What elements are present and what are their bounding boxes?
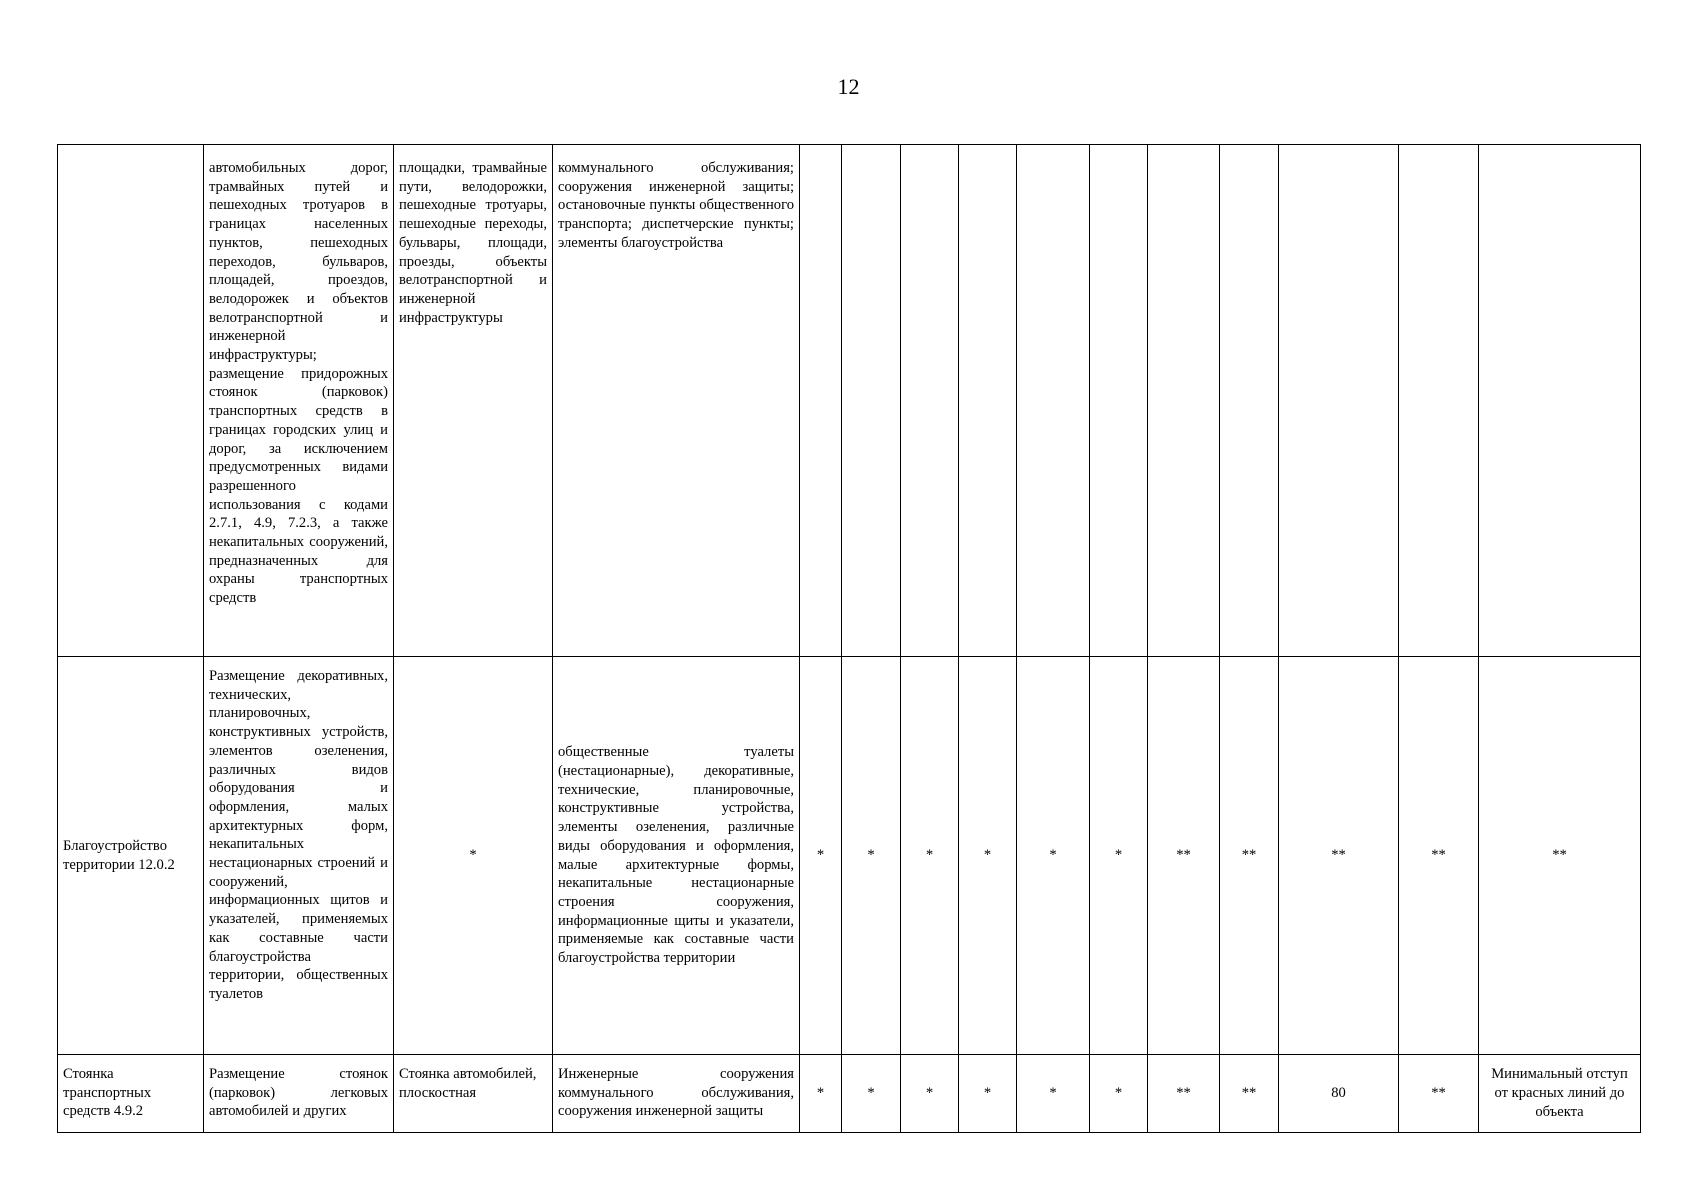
cell-use-description: автомобильных дорог, трамвайных путей и пешеходных тротуаров в границах населенных пунктов, пешеходных переходов, бульваров, площадей, проездов, велодорожек и объектов велотранспортной и инженерной инфраструктуры; размещение придорожных стоянок (парковок) транспортных средств в границах городских улиц и дорог, за исключением предусмотренных видами разрешенного использования с кодами 2.7.1, 4.9, 7.2.3, а также некапитальных сооружений, предназначенных для охраны транспортных средств: [204, 145, 394, 657]
cell-param: **: [1220, 657, 1279, 1055]
cell-param: [1399, 145, 1479, 657]
cell-use-name: Стоянка транспортных средств 4.9.2: [58, 1055, 204, 1133]
cell-param: *: [959, 657, 1017, 1055]
cell-main-objects: *: [394, 657, 553, 1055]
cell-param: *: [1090, 657, 1148, 1055]
cell-use-name: Благоустройство территории 12.0.2: [58, 657, 204, 1055]
cell-param: [959, 145, 1017, 657]
cell-param: **: [1399, 1055, 1479, 1133]
page-number: 12: [837, 74, 860, 99]
cell-param: *: [959, 1055, 1017, 1133]
cell-param: *: [901, 1055, 959, 1133]
cell-param: **: [1220, 1055, 1279, 1133]
cell-auxiliary-objects: общественные туалеты (нестационарные), декоративные, технические, планировочные, конструктивные устройства, элементы озеленения, различные виды оборудования и оформления, малые архитектурные формы, некапитальные нестационарные строения сооружения, информационные щиты и указатели, применяемые как составные части благоустройства территории: [553, 657, 800, 1055]
cell-param: **: [1148, 1055, 1220, 1133]
table-row: [58, 145, 1641, 657]
cell-main-objects: площадки, трамвайные пути, велодорожки, пешеходные тротуары, пешеходные переходы, бульвары, площади, проезды, объекты велотранспортной и инженерной инфраструктуры: [394, 145, 553, 657]
cell-param: 80: [1279, 1055, 1399, 1133]
cell-use-description: Размещение декоративных, технических, планировочных, конструктивных устройств, элементов озеленения, различных видов оборудования и оформления, малых архитектурных форм, некапитальных нестационарных строений и сооружений, информационных щитов и указателей, применяемых как составные части благоустройства территории, общественных туалетов: [204, 657, 394, 1055]
cell-param: [1090, 145, 1148, 657]
cell-param: [1148, 145, 1220, 657]
cell-use-name: [58, 145, 204, 657]
table-row: [58, 1055, 1641, 1133]
cell-param: **: [1479, 657, 1641, 1055]
cell-param: [1479, 145, 1641, 657]
cell-param: [1220, 145, 1279, 657]
cell-param: [800, 145, 842, 657]
cell-param: [901, 145, 959, 657]
cell-param: *: [1017, 1055, 1090, 1133]
cell-param: *: [1090, 1055, 1148, 1133]
cell-auxiliary-objects: коммунального обслуживания; сооружения инженерной защиты; остановочные пункты общественного транспорта; диспетчерские пункты; элементы благоустройства: [553, 145, 800, 657]
zoning-regulations-table: [57, 144, 1641, 1133]
cell-param: *: [842, 1055, 901, 1133]
cell-param: *: [1017, 657, 1090, 1055]
cell-param: *: [901, 657, 959, 1055]
cell-param: **: [1399, 657, 1479, 1055]
cell-auxiliary-objects: Инженерные сооружения коммунального обслуживания, сооружения инженерной защиты: [553, 1055, 800, 1133]
cell-param: **: [1148, 657, 1220, 1055]
cell-param: *: [800, 657, 842, 1055]
cell-param: *: [842, 657, 901, 1055]
cell-param: *: [800, 1055, 842, 1133]
table-row: [58, 657, 1641, 1055]
cell-main-objects: Стоянка автомобилей, плоскостная: [394, 1055, 553, 1133]
cell-param: Минимальный отступ от красных линий до объекта: [1479, 1055, 1641, 1133]
cell-param: [1017, 145, 1090, 657]
cell-param: [1279, 145, 1399, 657]
cell-param: [842, 145, 901, 657]
cell-use-description: Размещение стоянок (парковок) легковых автомобилей и других: [204, 1055, 394, 1133]
cell-param: **: [1279, 657, 1399, 1055]
